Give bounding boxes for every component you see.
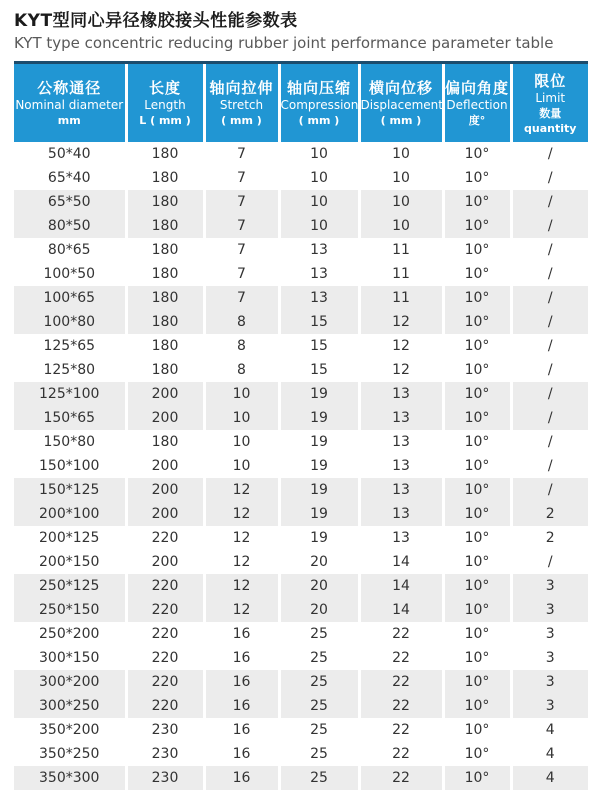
table-cell: 20: [279, 598, 359, 622]
cell-nominal-diameter: 80*50: [14, 214, 126, 238]
table-cell: 22: [359, 646, 443, 670]
table-cell: 10°: [443, 142, 511, 166]
table-cell: /: [511, 358, 588, 382]
cell-nominal-diameter: 250*125: [14, 574, 126, 598]
header-label-unit: ( mm ): [298, 114, 340, 127]
header-label-en: Displacement: [360, 98, 443, 112]
table-cell: 10: [204, 382, 279, 406]
table-cell: 10°: [443, 238, 511, 262]
table-cell: 20: [279, 550, 359, 574]
table-cell: 13: [279, 262, 359, 286]
table-row: [14, 382, 588, 406]
cell-nominal-diameter: 250*150: [14, 598, 126, 622]
table-cell: 16: [204, 670, 279, 694]
table-cell: 180: [126, 430, 204, 454]
table-cell: 16: [204, 742, 279, 766]
header-label-zh: 横向位移: [368, 79, 433, 97]
table-cell: 10°: [443, 694, 511, 718]
table-cell: 200: [126, 406, 204, 430]
table-cell: 13: [359, 526, 443, 550]
table-cell: 4: [511, 742, 588, 766]
table-cell: 7: [204, 262, 279, 286]
table-cell: 13: [359, 502, 443, 526]
header-label-en: Compression: [280, 98, 359, 112]
cell-nominal-diameter: 300*150: [14, 646, 126, 670]
header-label-unit: ( mm ): [221, 114, 262, 127]
table-cell: 4: [511, 766, 588, 790]
table-cell: 10°: [443, 502, 511, 526]
table-cell: 7: [204, 238, 279, 262]
table-cell: 12: [204, 526, 279, 550]
header-label-zh: 公称通径: [37, 79, 102, 97]
table-cell: 11: [359, 262, 443, 286]
table-cell: 10: [279, 142, 359, 166]
cell-nominal-diameter: 300*200: [14, 670, 126, 694]
cell-nominal-diameter: 350*250: [14, 742, 126, 766]
table-cell: /: [511, 550, 588, 574]
table-cell: 10°: [443, 262, 511, 286]
cell-nominal-diameter: 200*125: [14, 526, 126, 550]
table-cell: 10°: [443, 574, 511, 598]
header-cell-stretch: [204, 64, 279, 142]
table-cell: /: [511, 430, 588, 454]
table-row: [14, 238, 588, 262]
table-cell: 180: [126, 190, 204, 214]
header-label-zh: 轴向拉伸: [209, 79, 274, 97]
table-cell: 13: [279, 286, 359, 310]
table-cell: 22: [359, 742, 443, 766]
table-cell: 16: [204, 766, 279, 790]
header-label-unit: L ( mm ): [139, 114, 191, 127]
table-cell: 4: [511, 718, 588, 742]
table-header: [14, 64, 588, 142]
table-cell: 22: [359, 694, 443, 718]
table-cell: 13: [359, 478, 443, 502]
table-cell: 2: [511, 526, 588, 550]
table-cell: 22: [359, 718, 443, 742]
table-cell: 220: [126, 622, 204, 646]
cell-nominal-diameter: 125*80: [14, 358, 126, 382]
table-cell: 11: [359, 238, 443, 262]
header-label-zh: 轴向压缩: [286, 79, 351, 97]
table-cell: /: [511, 454, 588, 478]
cell-nominal-diameter: 125*65: [14, 334, 126, 358]
table-cell: /: [511, 238, 588, 262]
table-cell: 10°: [443, 526, 511, 550]
table-cell: /: [511, 310, 588, 334]
cell-nominal-diameter: 100*65: [14, 286, 126, 310]
table-body: [14, 142, 588, 790]
table-cell: /: [511, 190, 588, 214]
table-cell: /: [511, 478, 588, 502]
table-cell: /: [511, 214, 588, 238]
table-cell: 3: [511, 622, 588, 646]
header-label-unit: 度°: [468, 114, 486, 127]
table-cell: 13: [359, 406, 443, 430]
table-cell: 7: [204, 166, 279, 190]
page-subtitle: KYT type concentric reducing rubber joint performance parameter table: [14, 34, 554, 52]
table-cell: 22: [359, 622, 443, 646]
table-cell: 12: [359, 358, 443, 382]
table-cell: 19: [279, 382, 359, 406]
table-cell: 10°: [443, 190, 511, 214]
cell-nominal-diameter: 100*80: [14, 310, 126, 334]
table-cell: 12: [204, 502, 279, 526]
table-row: [14, 766, 588, 790]
table-cell: 10°: [443, 742, 511, 766]
table-cell: 22: [359, 670, 443, 694]
table-cell: 3: [511, 598, 588, 622]
cell-nominal-diameter: 350*200: [14, 718, 126, 742]
table-cell: 25: [279, 766, 359, 790]
table-cell: 25: [279, 742, 359, 766]
table-row: [14, 622, 588, 646]
table-row: [14, 598, 588, 622]
table-cell: 10: [204, 430, 279, 454]
table-row: [14, 454, 588, 478]
table-cell: 13: [279, 238, 359, 262]
table-cell: 22: [359, 766, 443, 790]
table-row: [14, 334, 588, 358]
table-cell: /: [511, 142, 588, 166]
table-cell: 220: [126, 694, 204, 718]
table-cell: /: [511, 286, 588, 310]
table-cell: 13: [359, 454, 443, 478]
table-cell: 13: [359, 430, 443, 454]
table-row: [14, 646, 588, 670]
table-cell: 10: [204, 406, 279, 430]
cell-nominal-diameter: 65*50: [14, 190, 126, 214]
table-cell: 19: [279, 502, 359, 526]
table-row: [14, 742, 588, 766]
table-cell: 10: [359, 190, 443, 214]
table-cell: 200: [126, 550, 204, 574]
table-cell: 19: [279, 430, 359, 454]
table-cell: 8: [204, 358, 279, 382]
table-row: [14, 550, 588, 574]
table-cell: 16: [204, 622, 279, 646]
table-row: [14, 694, 588, 718]
table-cell: 13: [359, 382, 443, 406]
header-label-en: Nominal diameter: [15, 98, 124, 112]
table-cell: 180: [126, 358, 204, 382]
table-row: [14, 406, 588, 430]
header-label-en: Length: [144, 98, 186, 112]
table-cell: 3: [511, 574, 588, 598]
table-cell: 25: [279, 718, 359, 742]
table-cell: 200: [126, 478, 204, 502]
table-cell: 3: [511, 670, 588, 694]
header-label-en: Deflection: [446, 98, 508, 112]
table-cell: 11: [359, 286, 443, 310]
table-header-row: [14, 64, 588, 142]
table-cell: 15: [279, 310, 359, 334]
table-cell: 180: [126, 238, 204, 262]
table-cell: 10: [279, 214, 359, 238]
table-row: [14, 478, 588, 502]
table-cell: 10°: [443, 718, 511, 742]
header-label-unit: ( mm ): [380, 114, 422, 127]
table-row: [14, 574, 588, 598]
table-cell: 25: [279, 670, 359, 694]
table-cell: 180: [126, 262, 204, 286]
table-cell: /: [511, 262, 588, 286]
cell-nominal-diameter: 200*150: [14, 550, 126, 574]
table-row: [14, 166, 588, 190]
table-cell: 7: [204, 142, 279, 166]
header-cell-length: [126, 64, 204, 142]
table-cell: 16: [204, 646, 279, 670]
table-row: [14, 502, 588, 526]
header-label-zh: 长度: [148, 79, 181, 97]
header-cell-displacement: [359, 64, 443, 142]
table-cell: 7: [204, 286, 279, 310]
table-cell: 180: [126, 166, 204, 190]
cell-nominal-diameter: 150*65: [14, 406, 126, 430]
table-cell: 10°: [443, 646, 511, 670]
table-cell: 10: [279, 190, 359, 214]
header-label-unit: 数量 quantity: [524, 106, 577, 135]
cell-nominal-diameter: 150*125: [14, 478, 126, 502]
cell-nominal-diameter: 80*65: [14, 238, 126, 262]
table-cell: 220: [126, 646, 204, 670]
table-cell: 12: [359, 310, 443, 334]
table-cell: 180: [126, 286, 204, 310]
table-cell: 15: [279, 358, 359, 382]
table-row: [14, 286, 588, 310]
table-cell: 230: [126, 766, 204, 790]
table-cell: 12: [204, 550, 279, 574]
table-cell: 2: [511, 502, 588, 526]
table-cell: 10°: [443, 454, 511, 478]
table-cell: 3: [511, 694, 588, 718]
table-cell: 200: [126, 502, 204, 526]
table-cell: 10°: [443, 334, 511, 358]
table-cell: 10°: [443, 598, 511, 622]
table-cell: 7: [204, 190, 279, 214]
table-cell: 200: [126, 454, 204, 478]
cell-nominal-diameter: 350*300: [14, 766, 126, 790]
table-cell: 220: [126, 670, 204, 694]
cell-nominal-diameter: 150*100: [14, 454, 126, 478]
table-cell: 12: [204, 478, 279, 502]
table-cell: 12: [204, 574, 279, 598]
table-cell: 10°: [443, 358, 511, 382]
cell-nominal-diameter: 200*100: [14, 502, 126, 526]
header-cell-nominal-diameter: [14, 64, 126, 142]
cell-nominal-diameter: 150*80: [14, 430, 126, 454]
table-cell: 220: [126, 598, 204, 622]
header-label-en: Limit: [535, 90, 566, 105]
table-cell: 10°: [443, 382, 511, 406]
table-cell: 15: [279, 334, 359, 358]
cell-nominal-diameter: 250*200: [14, 622, 126, 646]
table-cell: 180: [126, 334, 204, 358]
table-row: [14, 358, 588, 382]
table-cell: /: [511, 406, 588, 430]
table-cell: 10: [359, 166, 443, 190]
table-cell: 10: [359, 142, 443, 166]
table-row: [14, 190, 588, 214]
header-cell-compression: [279, 64, 359, 142]
table-cell: 12: [359, 334, 443, 358]
table-cell: 220: [126, 574, 204, 598]
table-cell: 12: [204, 598, 279, 622]
table-cell: 19: [279, 406, 359, 430]
table-cell: 19: [279, 526, 359, 550]
header-cell-deflection: [443, 64, 511, 142]
table-cell: 14: [359, 574, 443, 598]
cell-nominal-diameter: 100*50: [14, 262, 126, 286]
table-row: [14, 718, 588, 742]
table-cell: 25: [279, 646, 359, 670]
table-row: [14, 430, 588, 454]
cell-nominal-diameter: 125*100: [14, 382, 126, 406]
page-title: KYT型同心异径橡胶接头性能参数表: [14, 11, 298, 31]
table-row: [14, 310, 588, 334]
parameter-table: [14, 64, 588, 790]
table-cell: 16: [204, 718, 279, 742]
header-label-unit: mm: [57, 114, 81, 127]
header-label-zh: 限位: [534, 71, 567, 90]
table-cell: 25: [279, 622, 359, 646]
header-cell-limit: [511, 64, 588, 142]
table-cell: 230: [126, 742, 204, 766]
table-cell: 25: [279, 694, 359, 718]
cell-nominal-diameter: 50*40: [14, 142, 126, 166]
table-row: [14, 526, 588, 550]
table-cell: /: [511, 382, 588, 406]
table-row: [14, 142, 588, 166]
table-cell: 14: [359, 598, 443, 622]
table-row: [14, 214, 588, 238]
header-label-en: Stretch: [219, 98, 264, 112]
table-cell: 200: [126, 382, 204, 406]
table-cell: 8: [204, 310, 279, 334]
table-cell: 10°: [443, 406, 511, 430]
table-cell: 14: [359, 550, 443, 574]
table-cell: 10°: [443, 430, 511, 454]
table-cell: 10: [279, 166, 359, 190]
table-cell: 10°: [443, 550, 511, 574]
table-cell: /: [511, 166, 588, 190]
table-cell: 10°: [443, 766, 511, 790]
table-cell: 10°: [443, 478, 511, 502]
header-label-zh: 偏向角度: [444, 79, 509, 97]
table-cell: 230: [126, 718, 204, 742]
table-cell: /: [511, 334, 588, 358]
table-cell: 10: [359, 214, 443, 238]
table-cell: 180: [126, 214, 204, 238]
table-cell: 10: [204, 454, 279, 478]
table-cell: 180: [126, 310, 204, 334]
table-cell: 3: [511, 646, 588, 670]
table-cell: 20: [279, 574, 359, 598]
table-cell: 10°: [443, 214, 511, 238]
table-cell: 180: [126, 142, 204, 166]
table-cell: 10°: [443, 166, 511, 190]
cell-nominal-diameter: 300*250: [14, 694, 126, 718]
cell-nominal-diameter: 65*40: [14, 166, 126, 190]
table-cell: 8: [204, 334, 279, 358]
table-row: [14, 670, 588, 694]
table-row: [14, 262, 588, 286]
table-cell: 220: [126, 526, 204, 550]
table-cell: 10°: [443, 310, 511, 334]
table-cell: 10°: [443, 670, 511, 694]
table-cell: 10°: [443, 622, 511, 646]
table-cell: 19: [279, 454, 359, 478]
table-cell: 19: [279, 478, 359, 502]
table-cell: 7: [204, 214, 279, 238]
table-cell: 10°: [443, 286, 511, 310]
table-cell: 16: [204, 694, 279, 718]
